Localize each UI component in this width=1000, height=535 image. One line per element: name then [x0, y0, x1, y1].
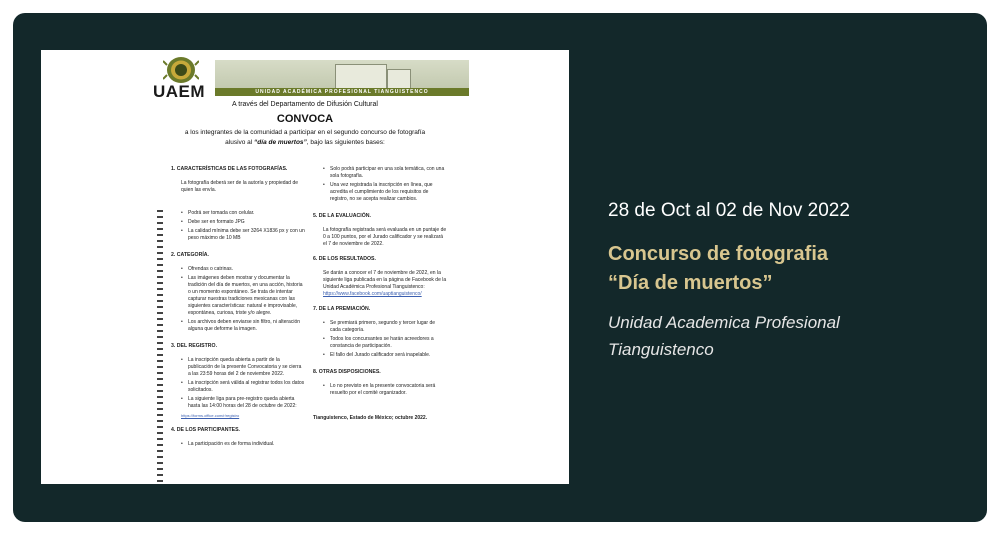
- list-item: • Se premiará primero, segundo y tercer lugar de cada categoría.: [323, 320, 447, 334]
- registration-link[interactable]: https://forms.office.com/r/registro: [181, 413, 240, 418]
- list-item: • Podrá ser tomada con celular.: [181, 210, 305, 217]
- list-item: • Todos los concursantes se harán acreedores a constancia de participación.: [323, 336, 447, 350]
- intro-line-2: alusivo al “día de muertos”, bajo las siguientes bases:: [225, 139, 385, 146]
- dept-line: A través del Departamento de Difusión Cultural: [232, 101, 378, 108]
- event-title-line-2: “Día de muertos”: [608, 272, 773, 294]
- section-5-title: 5. DE LA EVALUACIÓN.: [313, 213, 371, 219]
- section-1-title: 1. CARACTERÍSTICAS DE LAS FOTOGRAFÍAS.: [171, 166, 288, 172]
- section-6-title: 6. DE LOS RESULTADOS.: [313, 256, 376, 262]
- section-4-title: 4. DE LOS PARTICIPANTES.: [171, 427, 240, 433]
- facebook-link[interactable]: https://www.facebook.com/uaptianguistenco/: [323, 291, 422, 297]
- list-item: • La participación es de forma individual.: [181, 441, 305, 448]
- uaem-logo-icon: [163, 55, 199, 85]
- list-item: • Una vez registrada la inscripción en línea, que acredita el cumplimiento de los requisitos de registro, no se acepta realizar cambios.: [323, 182, 447, 203]
- uaem-wordmark: UAEM: [153, 82, 206, 101]
- section-2-title: 2. CATEGORÍA.: [171, 252, 209, 258]
- section-5-para: La fotografía registrada será evaluada en un puntaje de 0 a 100 puntos, por el Jurado calificador y se realizará el 7 de noviembre de 2022.: [323, 227, 447, 247]
- list-item: • Las imágenes deben mostrar y documentar la tradición del día de muertos, en una acción, historia o un momento espontáneo. Se trata de intentar capturar nuestras tradiciones mexicanas con las siguientes características: natural e improvisable, espontánea, curiosa, triste y/o alegre.: [181, 275, 305, 317]
- list-item: • Solo podrá participar en una sola temática, con una sola fotografía.: [323, 166, 447, 180]
- convocatoria-image: [41, 50, 569, 484]
- list-item: • El fallo del Jurado calificador será inapelable.: [323, 352, 447, 359]
- list-item: • La calidad mínima debe ser 3264 X1836 px y con un peso máximo de 10 MB: [181, 228, 305, 242]
- list-item: • Lo no previsto en la presente convocatoria será resuelto por el comité organizador.: [323, 383, 447, 397]
- margin-marks: [157, 210, 163, 484]
- event-title-line-1: Concurso de fotografia: [608, 243, 829, 265]
- list-item: • Los archivos deben enviarse sin filtro, ni alteración alguna que deforme la imagen.: [181, 319, 305, 333]
- convoca-heading: CONVOCA: [276, 113, 334, 125]
- list-item: • La siguiente liga para pre-registro queda abierta hasta las 14:00 horas del 28 de octubre de 2022:: [181, 396, 305, 410]
- list-item: • Ofrendas o catrinas.: [181, 266, 305, 273]
- banner-strip: UNIDAD ACADÉMICA PROFESIONAL TIANGUISTENCO: [215, 88, 469, 96]
- section-1-para: La fotografía deberá ser de la autoría y propiedad de quien las envía.: [181, 180, 299, 193]
- section-8-title: 8. OTRAS DISPOSICIONES.: [313, 369, 381, 375]
- right-column: [313, 166, 447, 429]
- event-unit: [608, 309, 840, 363]
- section-7-title: 7. DE LA PREMIACIÓN.: [313, 306, 371, 312]
- event-unit-line-2: Tianguistenco: [608, 340, 714, 359]
- section-3-title: 3. DEL REGISTRO.: [171, 343, 218, 349]
- closing-line: Tianguistenco, Estado de México; octubre 2022.: [313, 415, 428, 421]
- event-title: [608, 240, 828, 298]
- event-unit-line-1: Unidad Academica Profesional: [608, 313, 840, 332]
- left-column: [171, 166, 305, 450]
- section-6-para: Se darán a conocer el 7 de noviembre de 2022, en la siguiente liga publicada en la página de Facebook de la Unidad Académica Profesional Tianguistenco:: [323, 270, 447, 290]
- list-item: • Debe ser en formato JPG: [181, 219, 305, 226]
- intro-line-1: a los integrantes de la comunidad a participar en el segundo concurso de fotografía: [184, 129, 426, 136]
- list-item: • La inscripción será válida al registrar todos los datos solicitados.: [181, 380, 305, 394]
- list-item: • La inscripción queda abierta a partir de la publicación de la presente Convocatoria y se cierra a las 23:59 horas del 2 de noviembre 2022.: [181, 357, 305, 378]
- event-date: 28 de Oct al 02 de Nov 2022: [608, 200, 850, 221]
